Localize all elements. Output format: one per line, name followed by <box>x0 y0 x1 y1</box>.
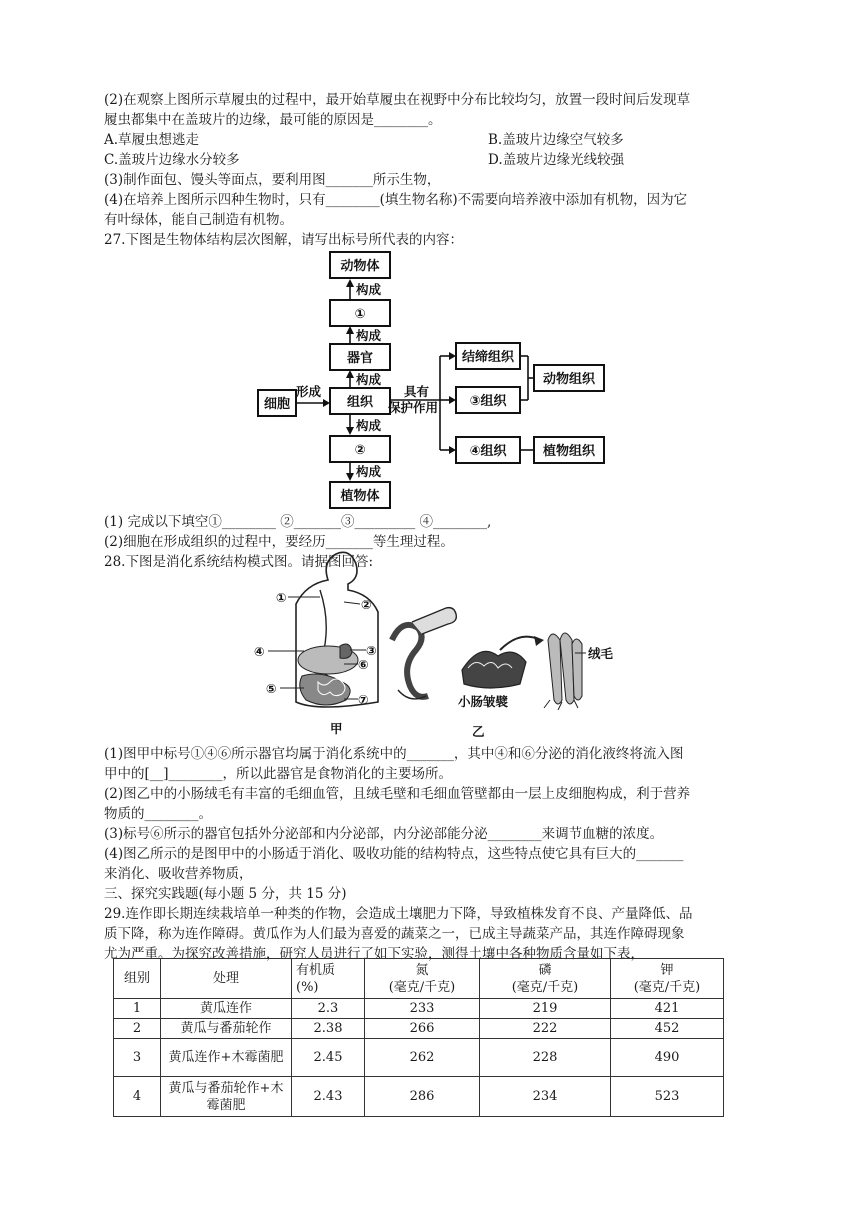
cell-treatment <box>161 1077 292 1117</box>
cell-potassium: 421 <box>611 999 724 1019</box>
cell-organic: 2.38 <box>292 1019 365 1039</box>
header-potassium <box>611 959 724 999</box>
q28-part1-line1: (1)图甲中标号①④⑥所示器官均属于消化系统中的_______，其中④和⑥分泌的消化液终将流入图 <box>104 746 684 762</box>
header-phosphorus <box>480 959 611 999</box>
cell-nitrogen: 262 <box>365 1039 480 1077</box>
table-row <box>114 999 724 1019</box>
q26-part4-line2: 有叶绿体，能自己制造有机物。 <box>104 212 293 228</box>
q28-part2-line2: 物质的________。 <box>104 806 212 822</box>
fig-label-4: ④ <box>254 644 265 659</box>
label-animal-tissue: 动物组织 <box>542 372 596 387</box>
cell-phosphorus: 234 <box>480 1077 611 1117</box>
label-plant-tissue: 植物组织 <box>542 444 596 459</box>
q27-part2: (2)细胞在形成组织的过程中，要经历_______等生理过程。 <box>104 534 454 550</box>
cell-potassium: 452 <box>611 1019 724 1039</box>
table-row <box>114 1019 724 1039</box>
cell-nitrogen: 266 <box>365 1019 480 1039</box>
section-3-heading: 三、探究实践题(每小题 5 分，共 15 分) <box>104 886 347 902</box>
q28-part4-line2: 来消化、吸收营养物质， <box>104 866 253 882</box>
label-protect: 保护作用 <box>388 400 439 415</box>
cell-phosphorus: 219 <box>480 999 611 1019</box>
header-organic-name: 有机质 <box>296 962 336 978</box>
q28-part1-line2: 甲中的[__]________，所以此器官是食物消化的主要场所。 <box>104 766 453 782</box>
fig-label-6: ⑥ <box>358 657 369 672</box>
fig-label-yi: 乙 <box>472 724 485 739</box>
cell-organic: 2.45 <box>292 1039 365 1077</box>
fig-label-1: ① <box>276 590 287 605</box>
q26-option-d: D.盖玻片边缘光线较强 <box>488 152 625 168</box>
cell-phosphorus: 228 <box>480 1039 611 1077</box>
table-row <box>114 1077 724 1117</box>
table-row <box>114 1039 724 1077</box>
cell-treatment: 黄瓜连作+木霉菌肥 <box>161 1039 292 1077</box>
cell-organic: 2.3 <box>292 999 365 1019</box>
fig-label-fold: 小肠皱襞 <box>458 694 509 709</box>
q28-part3: (3)标号⑥所示的器官包括外分泌部和内分泌部，内分泌部能分泌________来调节血糖的浓度。 <box>104 826 664 842</box>
digestive-figure-jia <box>268 552 378 707</box>
cell-phosphorus: 222 <box>480 1019 611 1039</box>
cell-treatment: 黄瓜与番茄轮作 <box>161 1019 292 1039</box>
header-organic <box>292 959 365 999</box>
soil-nutrient-table <box>113 958 724 1117</box>
header-nitrogen <box>365 959 480 999</box>
header-phosphorus-name: 磷 <box>538 962 552 978</box>
q29-line1: 29.连作即长期连续栽培单一种类的作物，会造成土壤肥力下降，导致植株发育不良、产量降低、品 <box>104 906 693 922</box>
arrowhead-cell-tissue <box>323 399 330 407</box>
header-treatment: 处理 <box>161 959 292 999</box>
cell-group: 4 <box>114 1077 161 1117</box>
arrowhead-up-3 <box>346 370 354 378</box>
label-compose-5: 构成 <box>356 464 382 479</box>
fig-label-3: ③ <box>366 643 377 658</box>
cell-treatment-line2: 霉菌肥 <box>206 1097 246 1113</box>
q26-part3: (3)制作面包、馒头等面点，要利用图_______所示生物， <box>104 172 441 188</box>
fig-label-7: ⑦ <box>358 692 369 707</box>
cell-group: 3 <box>114 1039 161 1077</box>
label-form: 形成 <box>296 384 322 399</box>
header-nitrogen-unit: (毫克/千克) <box>388 979 456 995</box>
q28-title: 28.下图是消化系统结构模式图。请据图回答: <box>104 554 374 570</box>
label-compose-3: 构成 <box>356 372 382 387</box>
arrowhead-connective <box>449 352 456 360</box>
header-phosphorus-unit: (毫克/千克) <box>511 979 579 995</box>
cell-potassium: 490 <box>611 1039 724 1077</box>
arrowhead-up-1 <box>346 279 354 287</box>
cell-nitrogen: 233 <box>365 999 480 1019</box>
q26-option-b: B.盖玻片边缘空气较多 <box>488 132 624 148</box>
cell-treatment-line1: 黄瓜与番茄轮作+木 <box>168 1080 284 1096</box>
label-have: 具有 <box>404 384 430 399</box>
label-plant-body: 植物体 <box>340 489 380 504</box>
label-connective: 结缔组织 <box>461 350 515 365</box>
cell-treatment: 黄瓜连作 <box>161 999 292 1019</box>
q26-part4-line1: (4)在培养上图所示四种生物时，只有________(填生物名称)不需要向培养液中添加有机物，因为它 <box>104 192 688 208</box>
cell-group: 1 <box>114 999 161 1019</box>
label-tissue: 组织 <box>346 395 374 410</box>
cell-group: 2 <box>114 1019 161 1039</box>
arrowhead-down-2 <box>346 473 354 481</box>
q29-line3: 尤为严重。为探究改善措施，研究人员进行了如下实验，测得土壤中各种物质含量如下表， <box>104 946 644 962</box>
label-blank-2: ② <box>354 443 366 458</box>
header-organic-unit: (%) <box>296 979 319 995</box>
q27-title: 27.下图是生物体结构层次图解，请写出标号所代表的内容： <box>104 232 463 248</box>
label-compose-1: 构成 <box>356 282 382 297</box>
label-compose-2: 构成 <box>356 328 382 343</box>
fig-label-2: ② <box>361 597 372 612</box>
header-nitrogen-name: 氮 <box>415 962 429 978</box>
label-t4: ④组织 <box>469 444 507 459</box>
header-potassium-unit: (毫克/千克) <box>633 979 701 995</box>
label-organ: 器官 <box>346 351 374 366</box>
table-header-row <box>114 959 724 999</box>
arrowhead-down-1 <box>346 427 354 435</box>
arrowhead-up-2 <box>346 326 354 334</box>
label-cell: 细胞 <box>263 397 291 412</box>
header-group: 组别 <box>114 959 161 999</box>
label-compose-4: 构成 <box>356 418 382 433</box>
fig-label-jia: 甲 <box>330 721 343 736</box>
arrowhead-t4 <box>449 446 456 454</box>
header-potassium-name: 钾 <box>660 962 674 978</box>
q29-line2: 质下降，称为连作障碍。黄瓜作为人们最为喜爱的蔬菜之一，已成主导蔬菜产品，其连作障碍现象 <box>104 926 685 942</box>
cell-nitrogen: 286 <box>365 1077 480 1117</box>
q26-option-a: A.草履虫想逃走 <box>104 132 200 148</box>
label-t3: ③组织 <box>469 394 507 409</box>
cell-organic: 2.43 <box>292 1077 365 1117</box>
label-blank-1: ① <box>354 307 366 322</box>
q26-option-c: C.盖玻片边缘水分较多 <box>104 152 240 168</box>
q26-part2-line2: 履虫都集中在盖玻片的边缘，最可能的原因是________。 <box>104 112 442 128</box>
fig-label-5: ⑤ <box>266 681 277 696</box>
arrowhead-t3 <box>449 396 456 404</box>
label-animal-body: 动物体 <box>340 259 380 274</box>
q27-part1: (1) 完成以下填空①________ ②_______③_________ ④________, <box>104 514 492 530</box>
fig-label-villi: 绒毛 <box>588 646 614 661</box>
q28-part2-line1: (2)图乙中的小肠绒毛有丰富的毛细血管，且绒毛壁和毛细血管壁都由一层上皮细胞构成，利于营养 <box>104 786 691 802</box>
cell-potassium: 523 <box>611 1077 724 1117</box>
q26-part2-line1: (2)在观察上图所示草履虫的过程中，最开始草履虫在视野中分布比较均匀，放置一段时间后发现草 <box>104 92 691 108</box>
q28-part4-line1: (4)图乙所示的是图甲中的小肠适于消化、吸收功能的结构特点，这些特点使它具有巨大的_______ <box>104 846 684 862</box>
